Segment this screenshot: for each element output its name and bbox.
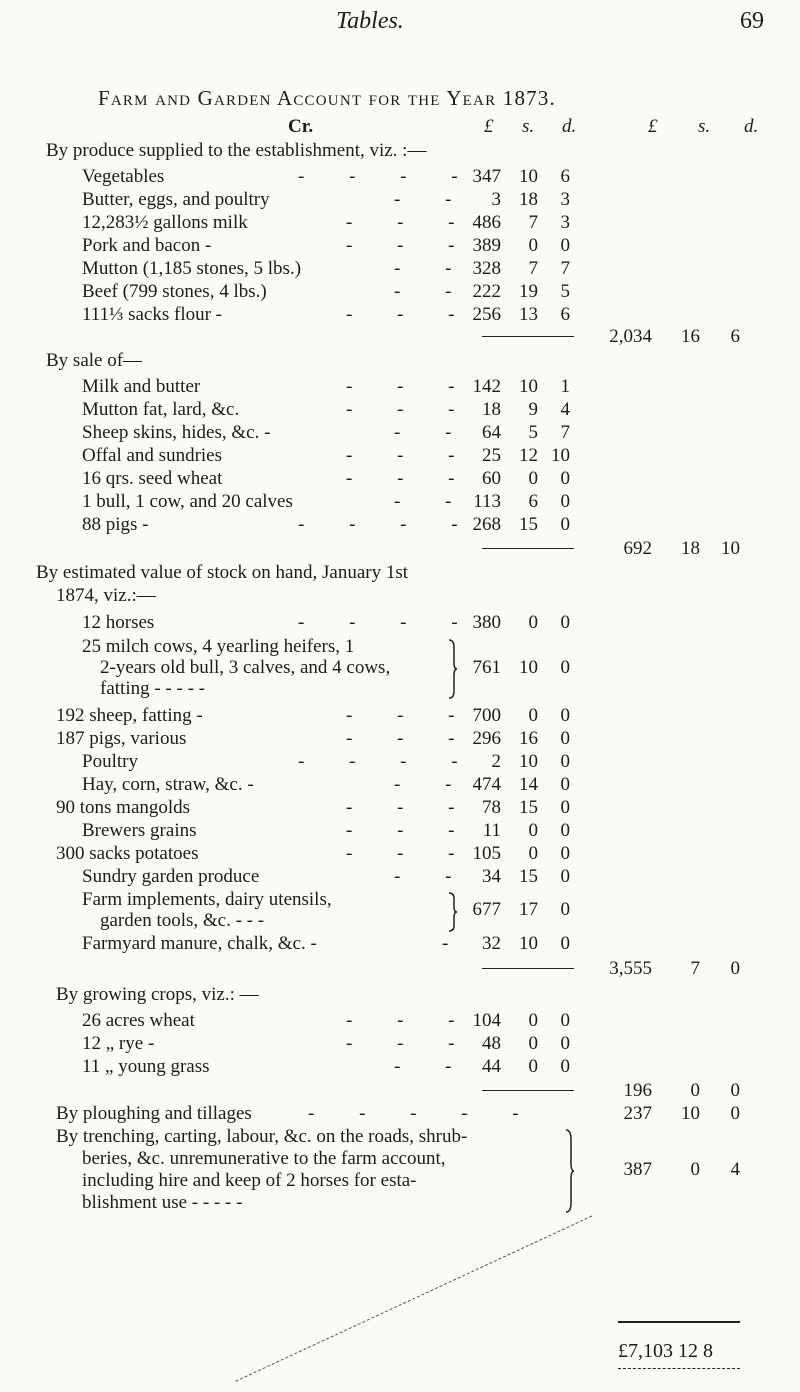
shillings-cell: 0	[528, 235, 538, 256]
row-label-cont: 2-years old bull, 3 calves, and 4 cows,	[100, 657, 391, 678]
pounds-cell: 347	[472, 166, 501, 187]
row-label: Farm implements, dairy utensils,	[82, 889, 332, 910]
subtotal-rule	[482, 968, 574, 969]
leader-dots: - - -	[346, 468, 475, 489]
shillings-cell: 7	[528, 258, 538, 279]
subtotal-pence: 0	[730, 1080, 740, 1101]
pence-cell: 5	[560, 281, 570, 302]
leader-dots: - - -	[346, 376, 475, 397]
pounds-cell: 11	[482, 820, 501, 841]
subtotal-rule	[482, 336, 574, 337]
shillings-cell: 19	[519, 281, 538, 302]
shillings-cell: 16	[519, 728, 538, 749]
leader-dots: -	[442, 933, 469, 954]
shillings-cell: 15	[519, 797, 538, 818]
grand-total: £7,103 12 8	[618, 1340, 713, 1362]
pence-cell: 1	[560, 376, 570, 397]
pence-cell: 0	[560, 774, 570, 795]
shillings-cell: 0	[528, 1010, 538, 1031]
pounds-cell: 78	[482, 797, 501, 818]
title-prefix: Farm and Garden Account for the Year	[98, 86, 497, 110]
shillings-cell: 10	[681, 1103, 700, 1124]
pence-cell: 0	[560, 843, 570, 864]
subtotal-pounds: 2,034	[609, 326, 652, 347]
shillings-header-2: s.	[698, 116, 711, 137]
pence-cell: 6	[560, 166, 570, 187]
shillings-cell: 15	[519, 866, 538, 887]
row-label: Brewers grains	[82, 820, 197, 841]
pounds-cell: 18	[482, 399, 501, 420]
section-heading-sale: By sale of—	[46, 350, 143, 371]
title-year: 1873.	[502, 86, 556, 110]
section-heading-crops: By growing crops, viz.: —	[56, 984, 259, 1005]
shillings-cell: 0	[528, 1056, 538, 1077]
row-label: 1 bull, 1 cow, and 20 calves	[82, 491, 293, 512]
subtotal-shillings: 18	[681, 538, 700, 559]
row-label: 12,283½ gallons milk	[82, 212, 248, 233]
pence-cell: 0	[560, 1056, 570, 1077]
pence-cell: 10	[551, 445, 570, 466]
subtotal-shillings: 7	[690, 958, 700, 979]
row-label: 26 acres wheat	[82, 1010, 195, 1031]
row-label-cont: beries, &c. unremunerative to the farm account,	[82, 1148, 446, 1169]
pounds-cell: 105	[472, 843, 501, 864]
shillings-cell: 6	[528, 491, 538, 512]
row-label: Hay, corn, straw, &c. -	[82, 774, 254, 795]
leader-dots: - - -	[346, 797, 475, 818]
right-brace-icon	[565, 1129, 575, 1213]
pounds-cell: 474	[472, 774, 501, 795]
pence-cell: 0	[560, 728, 570, 749]
row-label: Beef (799 stones, 4 lbs.)	[82, 281, 267, 302]
shillings-cell: 0	[528, 705, 538, 726]
shillings-cell: 10	[519, 933, 538, 954]
page-number: 69	[740, 8, 764, 34]
shillings-cell: 0	[528, 843, 538, 864]
row-label: Mutton (1,185 stones, 5 lbs.)	[82, 258, 302, 279]
leader-dots: - - -	[346, 843, 475, 864]
pounds-cell: 48	[482, 1033, 501, 1054]
subtotal-pence: 6	[730, 326, 740, 347]
shillings-cell: 0	[528, 1033, 538, 1054]
running-head: Tables.	[336, 8, 404, 34]
diagonal-cancel-line	[220, 1212, 600, 1392]
section-heading-stock: By estimated value of stock on hand, January 1st	[36, 562, 409, 583]
row-label: Sheep skins, hides, &c. -	[82, 422, 271, 443]
subtotal-pence: 10	[721, 538, 740, 559]
pence-cell: 3	[560, 189, 570, 210]
leader-dots: - - -	[346, 304, 475, 325]
pence-cell: 0	[730, 1103, 740, 1124]
row-label: Poultry	[82, 751, 138, 772]
leader-dots: - -	[394, 774, 472, 795]
pounds-cell: 761	[472, 657, 501, 678]
pounds-cell: 44	[482, 1056, 501, 1077]
leader-dots: - -	[394, 422, 472, 443]
pounds-cell: 256	[472, 304, 501, 325]
leader-dots: - - -	[346, 212, 475, 233]
subtotal-shillings: 16	[681, 326, 700, 347]
row-label: Farmyard manure, chalk, &c. -	[82, 933, 317, 954]
pence-cell: 0	[560, 751, 570, 772]
row-label: 25 milch cows, 4 yearling heifers, 1	[82, 636, 355, 657]
pence-header: d.	[562, 116, 577, 137]
pence-cell: 0	[560, 468, 570, 489]
leader-dots: - - -	[346, 235, 475, 256]
pence-cell: 6	[560, 304, 570, 325]
pence-cell: 0	[560, 491, 570, 512]
row-label: 12 „ rye -	[82, 1033, 155, 1054]
pence-cell: 0	[560, 657, 570, 678]
pounds-cell: 34	[482, 866, 501, 887]
pounds-header: £	[484, 116, 494, 137]
leader-dots: - - - -	[298, 166, 478, 187]
subtotal-pounds: 692	[623, 538, 652, 559]
row-label: Vegetables	[82, 166, 165, 187]
leader-dots: - - - -	[298, 612, 478, 633]
leader-dots: - -	[394, 1056, 472, 1077]
shillings-cell: 12	[519, 445, 538, 466]
row-label: 88 pigs -	[82, 514, 149, 535]
row-label: Milk and butter	[82, 376, 201, 397]
pounds-cell: 64	[482, 422, 501, 443]
shillings-cell: 0	[528, 612, 538, 633]
total-double-rule	[618, 1368, 740, 1369]
leader-dots: - - - -	[298, 751, 478, 772]
shillings-cell: 9	[528, 399, 538, 420]
pence-cell: 3	[560, 212, 570, 233]
row-label: Butter, eggs, and poultry	[82, 189, 270, 210]
shillings-cell: 10	[519, 376, 538, 397]
shillings-cell: 0	[528, 468, 538, 489]
row-label: 187 pigs, various	[56, 728, 187, 749]
pounds-cell: 700	[472, 705, 501, 726]
leader-dots: - - -	[346, 445, 475, 466]
row-label: By ploughing and tillages	[56, 1103, 252, 1124]
row-label: 16 qrs. seed wheat	[82, 468, 223, 489]
row-label: Pork and bacon -	[82, 235, 212, 256]
leader-dots: - - -	[346, 728, 475, 749]
shillings-cell: 10	[519, 166, 538, 187]
pounds-cell: 237	[623, 1103, 652, 1124]
shillings-header: s.	[522, 116, 535, 137]
row-label-cont: including hire and keep of 2 horses for esta-	[82, 1170, 417, 1191]
pounds-header-2: £	[648, 116, 658, 137]
row-label: 111⅓ sacks flour -	[82, 304, 223, 325]
shillings-cell: 10	[519, 657, 538, 678]
subtotal-rule	[482, 1090, 574, 1091]
pence-cell: 7	[560, 422, 570, 443]
section-heading-produce: By produce supplied to the establishment, viz. :—	[46, 140, 427, 161]
pounds-cell: 32	[482, 933, 501, 954]
leader-dots: - -	[394, 491, 472, 512]
shillings-cell: 13	[519, 304, 538, 325]
pence-cell: 0	[560, 235, 570, 256]
pounds-cell: 3	[491, 189, 501, 210]
pence-cell: 0	[560, 866, 570, 887]
pence-cell: 0	[560, 797, 570, 818]
subtotal-rule	[482, 548, 574, 549]
subtotal-pence: 0	[730, 958, 740, 979]
leader-dots: - -	[394, 281, 472, 302]
row-label: 300 sacks potatoes	[56, 843, 199, 864]
row-label: 90 tons mangolds	[56, 797, 191, 818]
pence-cell: 4	[730, 1159, 740, 1180]
pounds-cell: 387	[623, 1159, 652, 1180]
subtotal-pounds: 3,555	[609, 958, 652, 979]
pounds-cell: 389	[472, 235, 501, 256]
row-label: 12 horses	[82, 612, 155, 633]
pence-cell: 7	[560, 258, 570, 279]
pounds-cell: 2	[491, 751, 501, 772]
leader-dots: - - -	[346, 820, 475, 841]
shillings-cell: 0	[690, 1159, 700, 1180]
row-label: Mutton fat, lard, &c.	[82, 399, 240, 420]
pence-cell: 0	[560, 820, 570, 841]
leader-dots: - - - - -	[308, 1103, 539, 1124]
row-label: 11 „ young grass	[82, 1056, 210, 1077]
row-label: Sundry garden produce	[82, 866, 260, 887]
pounds-cell: 380	[472, 612, 501, 633]
shillings-cell: 15	[519, 514, 538, 535]
shillings-cell: 5	[528, 422, 538, 443]
pounds-cell: 222	[472, 281, 501, 302]
pounds-cell: 268	[472, 514, 501, 535]
subtotal-pounds: 196	[623, 1080, 652, 1101]
pence-cell: 0	[560, 705, 570, 726]
leader-dots: - -	[394, 258, 472, 279]
shillings-cell: 17	[519, 899, 538, 920]
pence-cell: 0	[560, 899, 570, 920]
pounds-cell: 142	[472, 376, 501, 397]
leader-dots: - - -	[346, 399, 475, 420]
pounds-cell: 104	[472, 1010, 501, 1031]
total-rule	[618, 1321, 740, 1323]
shillings-cell: 0	[528, 820, 538, 841]
leader-dots: - - - -	[298, 514, 478, 535]
pence-cell: 0	[560, 514, 570, 535]
leader-dots: - - -	[346, 1010, 475, 1031]
leader-dots: - - -	[346, 705, 475, 726]
page-title	[98, 86, 556, 111]
pence-header-2: d.	[744, 116, 759, 137]
pounds-cell: 60	[482, 468, 501, 489]
leader-dots: - -	[394, 189, 472, 210]
pounds-cell: 328	[472, 258, 501, 279]
pounds-cell: 113	[473, 491, 501, 512]
credit-label: Cr.	[288, 116, 314, 137]
row-label-cont: garden tools, &c. - - -	[100, 910, 265, 931]
shillings-cell: 18	[519, 189, 538, 210]
row-label: 192 sheep, fatting -	[56, 705, 203, 726]
pence-cell: 0	[560, 1010, 570, 1031]
row-label-cont: fatting - - - - -	[100, 678, 205, 699]
row-label-cont: blishment use - - - - -	[82, 1192, 243, 1213]
subtotal-shillings: 0	[690, 1080, 700, 1101]
leader-dots: - -	[394, 866, 472, 887]
pence-cell: 4	[560, 399, 570, 420]
pounds-cell: 25	[482, 445, 501, 466]
pounds-cell: 486	[472, 212, 501, 233]
pounds-cell: 677	[472, 899, 501, 920]
row-label: Offal and sundries	[82, 445, 223, 466]
shillings-cell: 7	[528, 212, 538, 233]
shillings-cell: 10	[519, 751, 538, 772]
pence-cell: 0	[560, 612, 570, 633]
shillings-cell: 14	[519, 774, 538, 795]
pounds-cell: 296	[472, 728, 501, 749]
row-label: By trenching, carting, labour, &c. on the roads, shrub-	[56, 1126, 468, 1147]
pence-cell: 0	[560, 1033, 570, 1054]
section-heading-stock-cont: 1874, viz.:—	[56, 585, 156, 606]
pence-cell: 0	[560, 933, 570, 954]
leader-dots: - - -	[346, 1033, 475, 1054]
